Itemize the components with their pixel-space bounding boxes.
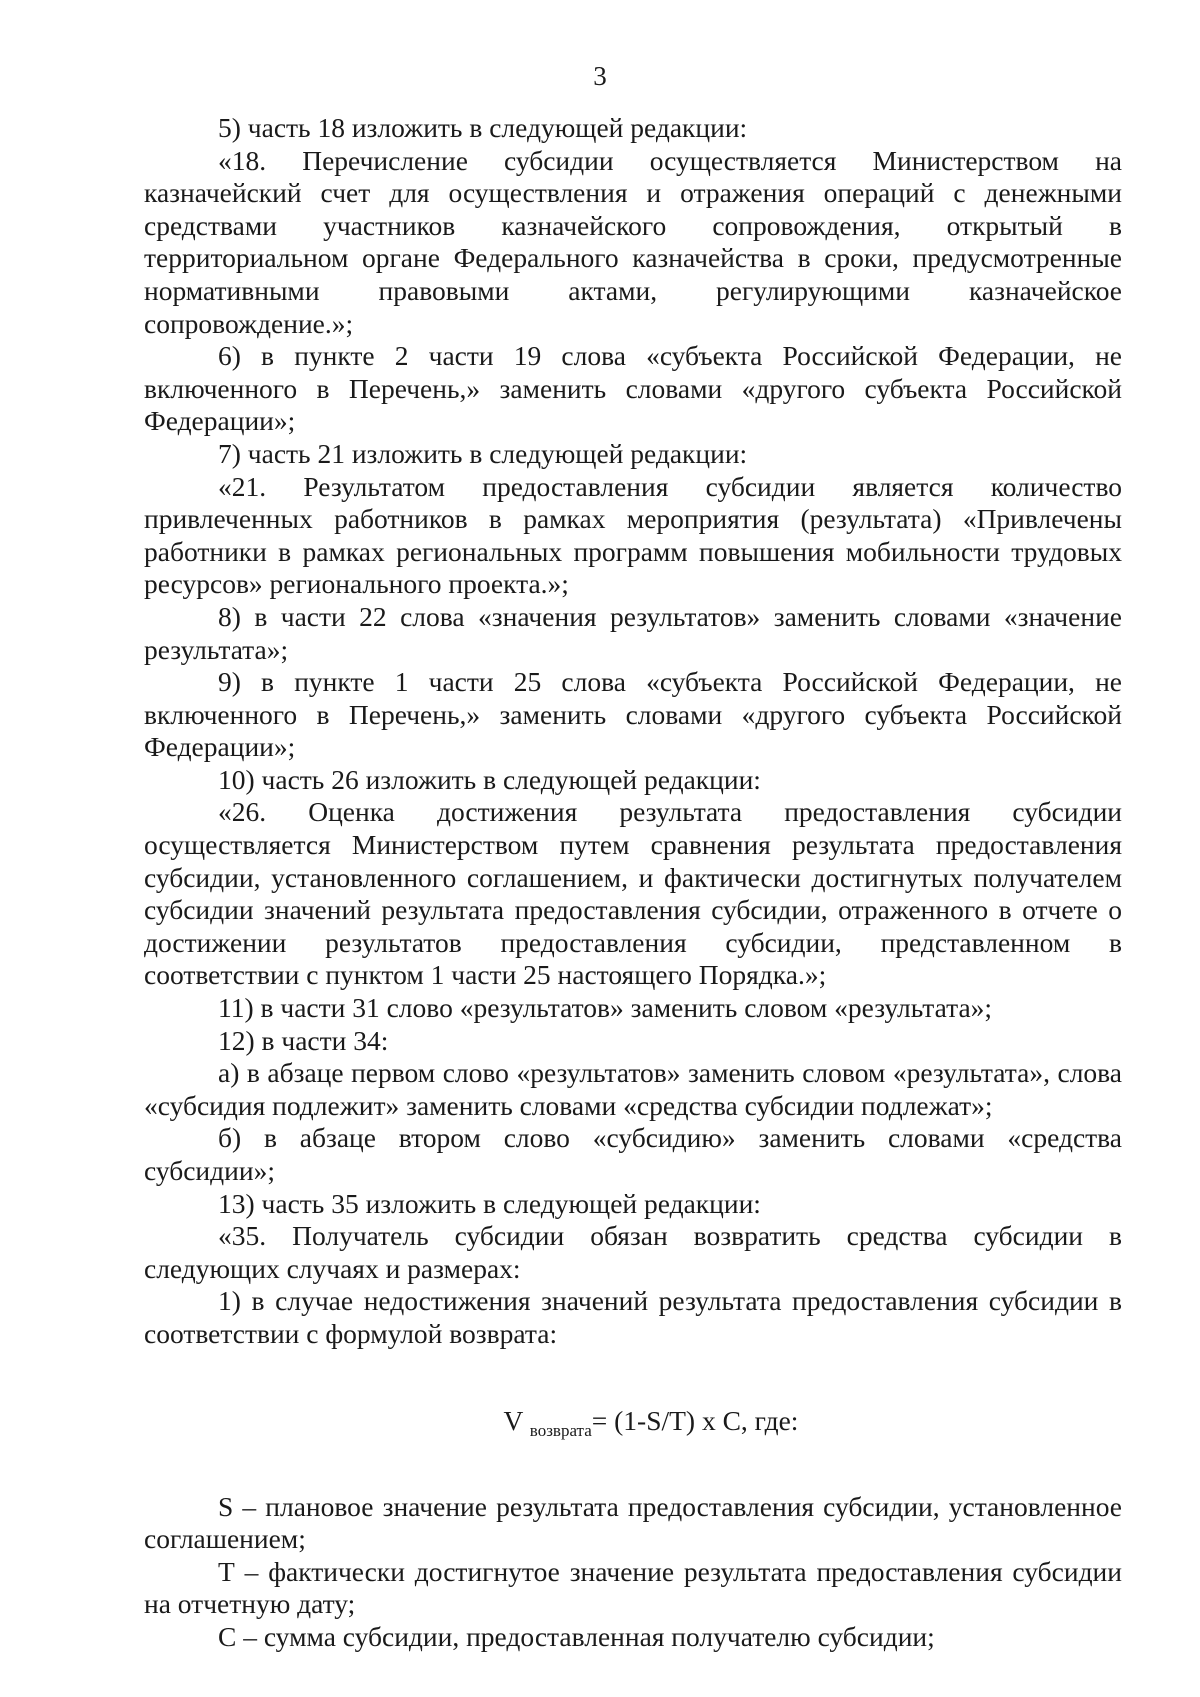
- variable-definition-t: Т – фактически достигнутое значение результата предоставления субсидии на отчетную дату;: [144, 1555, 1122, 1620]
- paragraph: 8) в части 22 слова «значения результатов» заменить словами «значение результата»;: [144, 600, 1122, 665]
- paragraph: 5) часть 18 изложить в следующей редакции:: [218, 112, 748, 143]
- formula-lhs: V: [503, 1404, 523, 1436]
- paragraph: 11) в части 31 слово «результатов» заменить словом «результата»;: [218, 992, 993, 1024]
- paragraph: 7) часть 21 изложить в следующей редакции:: [218, 437, 748, 469]
- formula-subscript: возврата: [529, 1420, 592, 1440]
- paragraph: 10) часть 26 изложить в следующей редакции:: [218, 763, 761, 795]
- paragraph: а) в абзаце первом слово «результатов» заменить словом «результата», слова «субсидия подлежит» заменить словами «средства субсидии подлежат»;: [144, 1057, 1122, 1121]
- refund-formula: [162, 1351, 1140, 1491]
- paragraph: 6) в пункте 2 части 19 слова «субъекта Российской Федерации, не включенного в Перечень,» заменить словами «другого субъекта Российской Федерации»;: [144, 340, 1122, 437]
- paragraph: 9) в пункте 1 части 25 слова «субъекта Российской Федерации, не включенного в Перечень,» заменить словами «другого субъекта Российской Федерации»;: [144, 666, 1122, 763]
- paragraph: 13) часть 35 изложить в следующей редакции:: [218, 1187, 761, 1219]
- paragraph: 12) в части 34:: [218, 1024, 389, 1056]
- paragraph: 1) в случае недостижения значений результата предоставления субсидии в соответствии с формулой возврата:: [144, 1285, 1122, 1349]
- paragraph: «35. Получатель субсидии обязан возвратить средства субсидии в следующих случаях и размерах:: [144, 1220, 1122, 1284]
- paragraph: «26. Оценка достижения результата предоставления субсидии осуществляется Министерством путем сравнения результата предоставления субсидии, установленного соглашением, и фактически достигнутых получателем субсидии значений результата предоставления субсидии, отраженного в отчете о достижении результатов предоставления субсидии, представленном в соответствии с пунктом 1 части 25 настоящего Порядка.»;: [144, 796, 1122, 991]
- paragraph: «18. Перечисление субсидии осуществляется Министерством на казначейский счет для осуществления и отражения операций с денежными средствами участников казначейского сопровождения, открытый в территориальном органе Федерального казначейства в сроки, предусмотренные нормативными правовыми актами, регулирующими казначейское сопровождение.»;: [144, 144, 1122, 339]
- page-number: 3: [593, 61, 607, 91]
- paragraph: б) в абзаце втором слово «субсидию» заменить словами «средства субсидии»;: [144, 1122, 1122, 1186]
- paragraph: «21. Результатом предоставления субсидии является количество привлеченных работников в рамках мероприятия (результата) «Привлечены работники в рамках региональных программ повышения мобильности трудовых ресурсов» регионального проекта.»;: [144, 470, 1122, 600]
- variable-definition-s: S – плановое значение результата предоставления субсидии, установленное соглашением;: [144, 1490, 1122, 1555]
- formula-rhs: = (1-S/T) x C, где:: [591, 1404, 799, 1436]
- document-body: [144, 112, 1122, 1654]
- variable-definition-c: С – сумма субсидии, предоставленная получателю субсидии;: [218, 1620, 935, 1652]
